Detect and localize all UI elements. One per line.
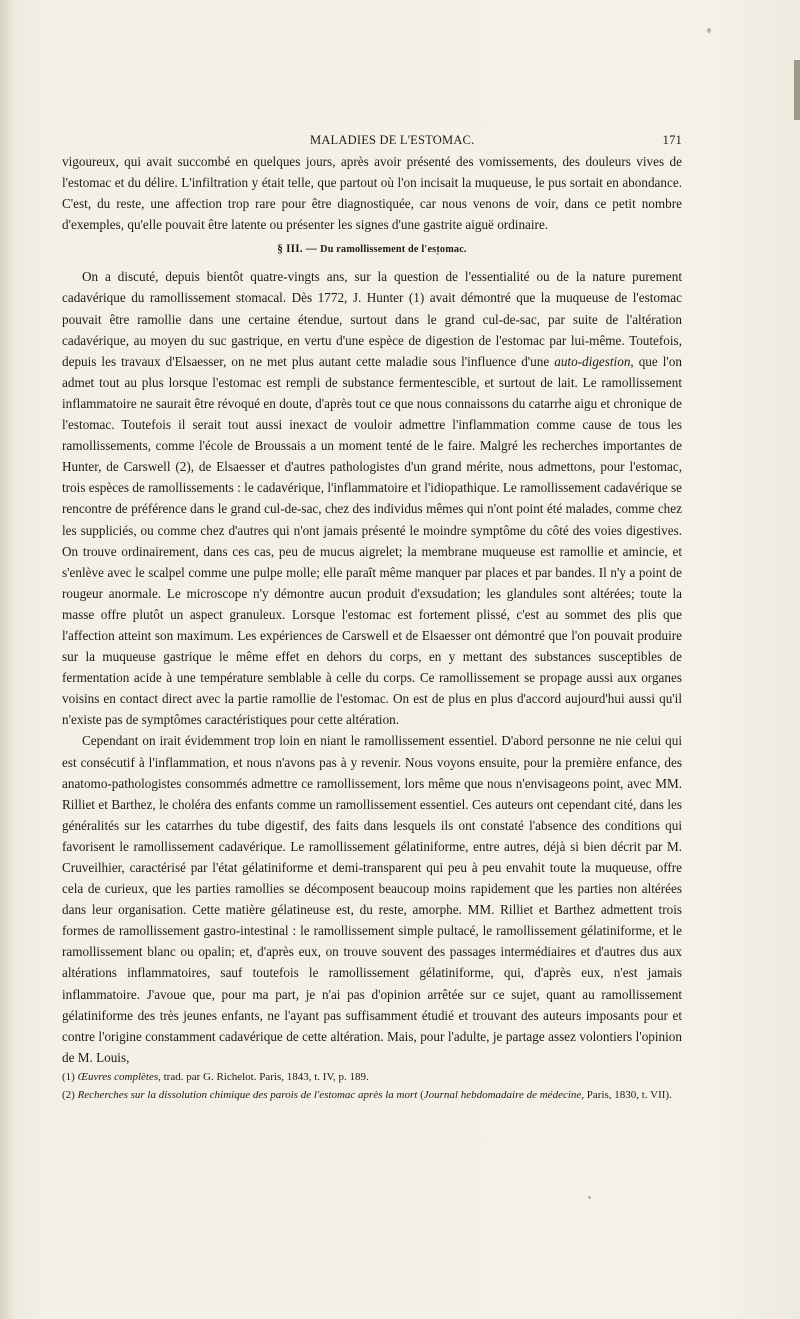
paper-spot	[588, 1196, 591, 1199]
section-number: § III. —	[277, 243, 318, 256]
running-title: MALADIES DE L'ESTOMAC.	[310, 133, 475, 147]
footnote-text: (	[417, 1089, 424, 1101]
paragraph-1-text-b: , que l'on admet tout au plus lorsque l'estomac est rempli de substance fermentescible, et surtout de lait. Le ramollissement inflammatoire ne saurait être révoqué en doute, d'après tout ce que nous connaissons du catarrhe aigu et chronique de l'estomac. Toutefois il serait tout aussi inexact de vouloir admettre l'inflammation comme cause de tous les ramollissements, comme l'école de Broussais a un moment tenté de le faire. Malgré les recherches importantes de Hunter, de Carswell (2), de Elsaesser et d'autres pathologistes d'un grand mérite, nous admettons, pour l'estomac, trois espèces de ramollissements : le cadavérique, l'inflammatoire et l'idiopathique. Le ramollissement cadavérique se rencontre de préférence dans le grand cul-de-sac, chez des individus mêmes qui n'ont point été malades, comme chez les suppliciés, ou comme chez d'autres qui n'ont jamais présenté le moindre symptôme du côté des voies digestives. On trouve ordinairement, dans ces cas, peu de mucus aigrelet; la membrane muqueuse est ramollie et amincie, et s'enlève avec le scalpel comme une pulpe molle; elle paraît même manquer par places et par bandes. Il n'y a point de rougeur anormale. Le microscope n'y démontre aucun produit d'exsudation; les glandules sont altérées; toute la masse offre plutôt un aspect granuleux. Lorsque l'estomac est fortement plissé, c'est au sommet des plis que l'affection atteint son maximum. Les expériences de Carswell et de Elsaesser ont démontré que l'on pouvait produire sur la muqueuse gastrique le même effet en dehors du corps, en y mettant des substances susceptibles de fermentation acide à une température semblable à celle du corps. Ce ramollissement se propage aussi aux organes voisins en contact direct avec la partie ramollie de l'estomac. On est de plus en plus d'accord aujourd'hui aussi qu'il n'existe pas de symptômes caractéristiques pour cette altération.	[62, 353, 682, 728]
footnote-journal: Journal hebdomadaire de médecine	[423, 1089, 582, 1101]
footnote-marker: (1)	[62, 1071, 78, 1083]
footnote-title: Œuvres complètes	[77, 1071, 159, 1083]
intro-paragraph: vigoureux, qui avait succombé en quelques jours, après avoir présenté des vomissements, des douleurs vives de l'estomac et du délire. L'infiltration y était telle, que partout où l'on incisait la muqueuse, le pus sortait en abondance. C'est, du reste, une affection trop rare pour être diagnostiquée, car nous venons de voir, dans ce petit nombre d'exemples, qu'elle pouvait être latente ou présenter les signes d'une gastrite aiguë ordinaire.	[62, 154, 682, 233]
paper-spot	[707, 28, 711, 33]
paragraph-1-text-a: On a discuté, depuis bientôt quatre-vingts ans, sur la question de l'essentialité ou de la nature purement cadavérique du ramollissement stomacal. Dès 1772, J. Hunter (1) avait démontré que la muqueuse de l'estomac pouvait être ramollie dans une certaine étendue, surtout dans le grand cul-de-sac, par suite de l'altération cadavérique, au moyen du suc gastrique, en vertu d'une espèce de digestion de l'estomac par lui-même. Toutefois, depuis les travaux d'Elsaesser, on ne met plus autant cette maladie sous l'influence d'une	[62, 269, 682, 369]
page-edge-mark	[794, 60, 800, 120]
footnote-marker: (2)	[62, 1089, 78, 1101]
footnote-text: , trad. par G. Richelot. Paris, 1843, t. IV, p. 189.	[158, 1071, 369, 1083]
footnotes	[62, 1068, 702, 1104]
footnote-2	[62, 1086, 702, 1104]
paragraph-2: Cependant on irait évidemment trop loin en niant le ramollissement essentiel. D'abord personne ne nie celui qui est consécutif à l'inflammation, et nous n'avons pas à y revenir. Nous voyons ensuite, pour la première enfance, des anatomo-pathologistes consommés admettre ce ramollissement, lors même que nous n'envisageons point, avec MM. Rilliet et Barthez, le choléra des enfants comme un ramollissement essentiel. Ces auteurs ont cependant cité, dans les généralités sur les catarrhes du tube digestif, des faits dans lesquels ils ont constaté l'absence des conditions qui favorisent le ramollissement cadavérique. Le ramollissement gélatiniforme, entre autres, déjà si bien décrit par M. Cruveilhier, caractérisé par l'état gélatiniforme et demi-transparent qui peu à peu envahit toute la muqueuse, offre cela de curieux, que les parties ramollies se décomposent beaucoup moins rapidement que les parties non altérées dans leur organisation. Cette matière gélatineuse est, du reste, amorphe. MM. Rilliet et Barthez admettent trois formes de ramollissement gastro-intestinal : le ramollissement simple pultacé, le ramollissement gélatiniforme, et le ramollissement blanc ou opalin; et, d'après eux, on trouve souvent des passages intermédiaires et d'autres dus aux altérations inflammatoires, sauf toutefois le ramollissement gélatiniforme, qui, d'après eux, n'est jamais inflammatoire. J'avoue que, pour ma part, je n'ai pas d'opinion arrêtée sur ce sujet, quant au ramollissement gélatiniforme des très jeunes enfants, ne l'ayant pas suffisamment étudié et trouvant des auteurs imposants pour et contre l'origine constamment cadavérique de cette altération. Mais, pour l'adulte, je partage assez volontiers l'opinion de M. Louis,	[62, 733, 682, 1065]
section-title: Du ramollissement de l'estomac.	[320, 244, 467, 256]
footnote-1	[62, 1068, 702, 1086]
paragraph-1	[62, 266, 682, 730]
section-heading	[62, 240, 682, 259]
footnote-text: , Paris, 1830, t. VII).	[581, 1089, 672, 1101]
paragraph-1-italic: auto-digestion	[554, 353, 631, 369]
running-header	[62, 133, 682, 151]
page-number: 171	[662, 133, 682, 147]
footnote-title: Recherches sur la dissolution chimique des parois de l'estomac après la mort	[77, 1089, 418, 1101]
binding-shadow	[0, 0, 14, 1319]
body-text	[62, 151, 682, 1068]
